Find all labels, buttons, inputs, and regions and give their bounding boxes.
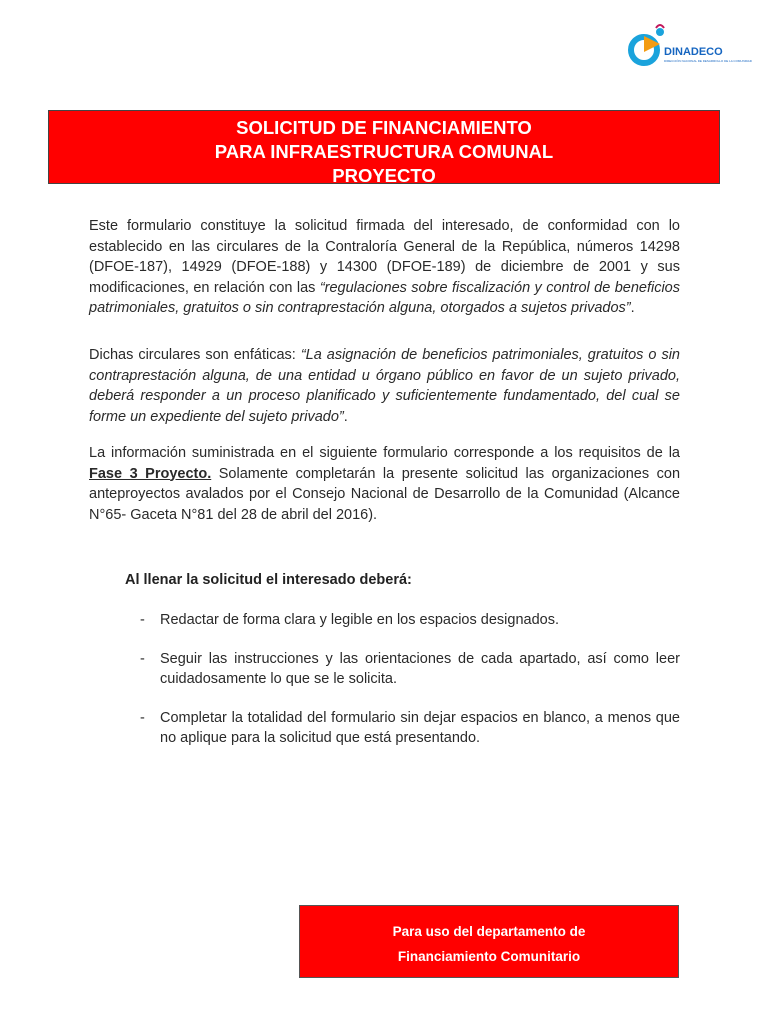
department-use-line-1: Para uso del departamento de [392, 924, 586, 939]
list-item [140, 649, 680, 690]
logo-tagline-text: DIRECCIÓN NACIONAL DE DESARROLLO DE LA COMUNIDAD [664, 59, 752, 63]
dinadeco-logo [626, 22, 752, 74]
instructions-heading: Al llenar la solicitud el interesado deberá: [125, 572, 412, 588]
list-item-text: Seguir las instrucciones y las orientaciones de cada apartado, así como leer cuidadosamente lo que se le solicita. [160, 650, 680, 687]
list-item-text: Completar la totalidad del formulario sin dejar espacios en blanco, a menos que no aplique para la solicitud que está presentando. [160, 709, 680, 746]
list-bullet: - [140, 612, 145, 628]
list-bullet: - [140, 650, 145, 667]
dinadeco-logo-icon [626, 22, 752, 74]
intro-end: . [630, 300, 635, 316]
phase-text-after: Solamente completarán la presente solicitud las organizaciones con anteproyectos avalados por el Consejo Nacional de Desarrollo de la Comunidad (Alcance N°65- Gaceta N°81 del 28 de abril del 2016). [89, 465, 681, 523]
circulars-quote: “La asignación de beneficios patrimoniales, gratuitos o sin contraprestación alguna, de una entidad u órgano público en favor de un sujeto privado, deberá responder a un proceso planificado y suficientemente fundamentado, del cual se forme un expediente del sujeto privado” [89, 347, 680, 425]
intro-text: Este formulario constituye la solicitud firmada del interesado, de conformidad con lo establecido en las circulares de la Contraloría General de la República, números 14298 (DFOE-187), 14929 (DFOE-188) y 14300 (DFOE-189) de diciembre de 2001 y sus modificaciones, en relación con las [89, 218, 680, 296]
department-use-box [299, 905, 679, 978]
instructions-list [140, 610, 680, 749]
intro-paragraph [89, 216, 680, 319]
department-use-line-2: Financiamiento Comunitario [397, 949, 581, 964]
title-banner [48, 110, 720, 184]
list-item-text: Redactar de forma clara y legible en los espacios designados. [160, 612, 559, 628]
title-line-2: PARA INFRAESTRUCTURA COMUNAL [214, 141, 554, 162]
list-bullet: - [140, 709, 145, 726]
intro-quote: “regulaciones sobre fiscalización y control de beneficios patrimoniales, gratuitos o sin contraprestación alguna, otorgados a sujetos privados” [89, 279, 680, 316]
phase-paragraph [89, 443, 680, 525]
circulars-paragraph [89, 345, 680, 427]
circulars-end: . [343, 408, 348, 425]
phase-emphasis: Fase 3 Proyecto. [89, 465, 212, 482]
phase-text-before: La información suministrada en el siguiente formulario corresponde a los requisitos de la [89, 445, 680, 461]
circulars-text: Dichas circulares son enfáticas: [89, 347, 301, 363]
list-item [140, 708, 680, 749]
title-line-3: PROYECTO [332, 165, 436, 186]
list-item [140, 610, 680, 631]
logo-brand-text: DINADECO [664, 46, 723, 58]
title-line-1: SOLICITUD DE FINANCIAMIENTO [236, 117, 532, 138]
